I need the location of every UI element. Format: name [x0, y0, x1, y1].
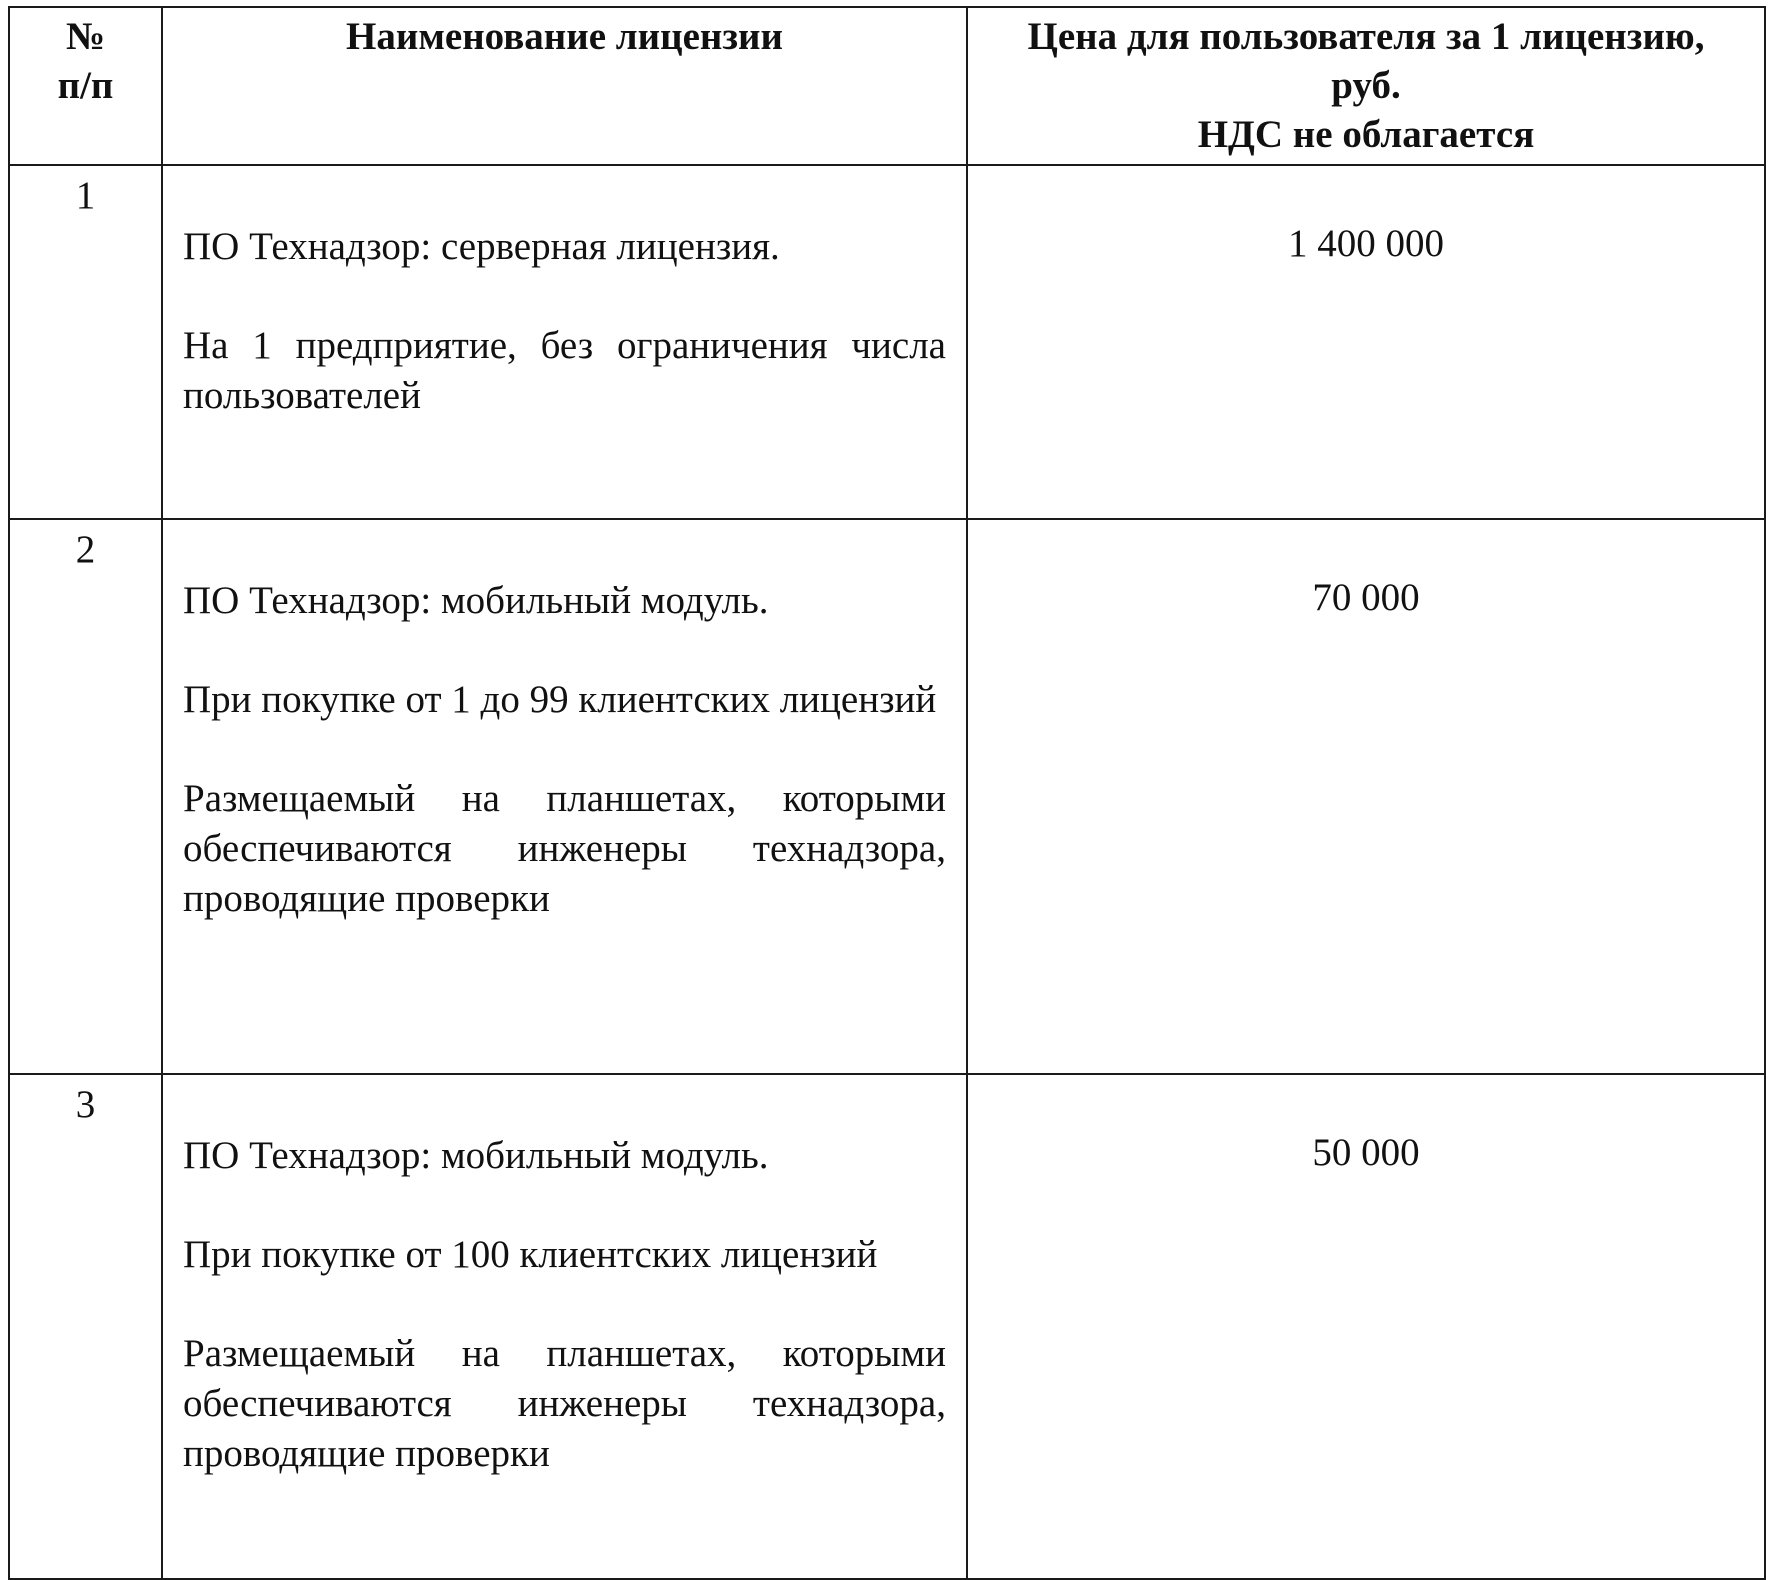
- license-name-cell: [162, 1074, 967, 1579]
- license-title: ПО Технадзор: мобильный модуль.: [183, 1134, 769, 1177]
- license-price: 70 000: [967, 519, 1765, 1074]
- license-price: 50 000: [967, 1074, 1765, 1579]
- table-row: [9, 165, 1765, 519]
- table-header-row: [9, 7, 1765, 165]
- table-row: [9, 519, 1765, 1074]
- license-condition: При покупке от 100 клиентских лицензий: [183, 1233, 878, 1276]
- table-row: [9, 1074, 1765, 1579]
- license-description: Размещаемый на планшетах, которыми обеспечиваются инженеры технадзора, проводящие проверки: [183, 1332, 946, 1475]
- license-name-cell: [162, 165, 967, 519]
- license-price: 1 400 000: [967, 165, 1765, 519]
- row-number: 1: [9, 165, 162, 519]
- row-number: 3: [9, 1074, 162, 1579]
- row-number: 2: [9, 519, 162, 1074]
- license-condition: При покупке от 1 до 99 клиентских лицензий: [183, 678, 937, 721]
- license-condition: На 1 предприятие, без ограничения числа пользователей: [183, 324, 946, 417]
- header-price: Цена для пользователя за 1 лицензию, руб. НДС не облагается: [967, 7, 1765, 165]
- license-name-cell: [162, 519, 967, 1074]
- license-title: ПО Технадзор: мобильный модуль.: [183, 579, 769, 622]
- license-title: ПО Технадзор: серверная лицензия.: [183, 225, 780, 268]
- license-description: Размещаемый на планшетах, которыми обеспечиваются инженеры технадзора, проводящие проверки: [183, 777, 946, 920]
- header-license-name: Наименование лицензии: [162, 7, 967, 165]
- header-number: № п/п: [9, 7, 162, 165]
- license-price-table: [8, 6, 1766, 1580]
